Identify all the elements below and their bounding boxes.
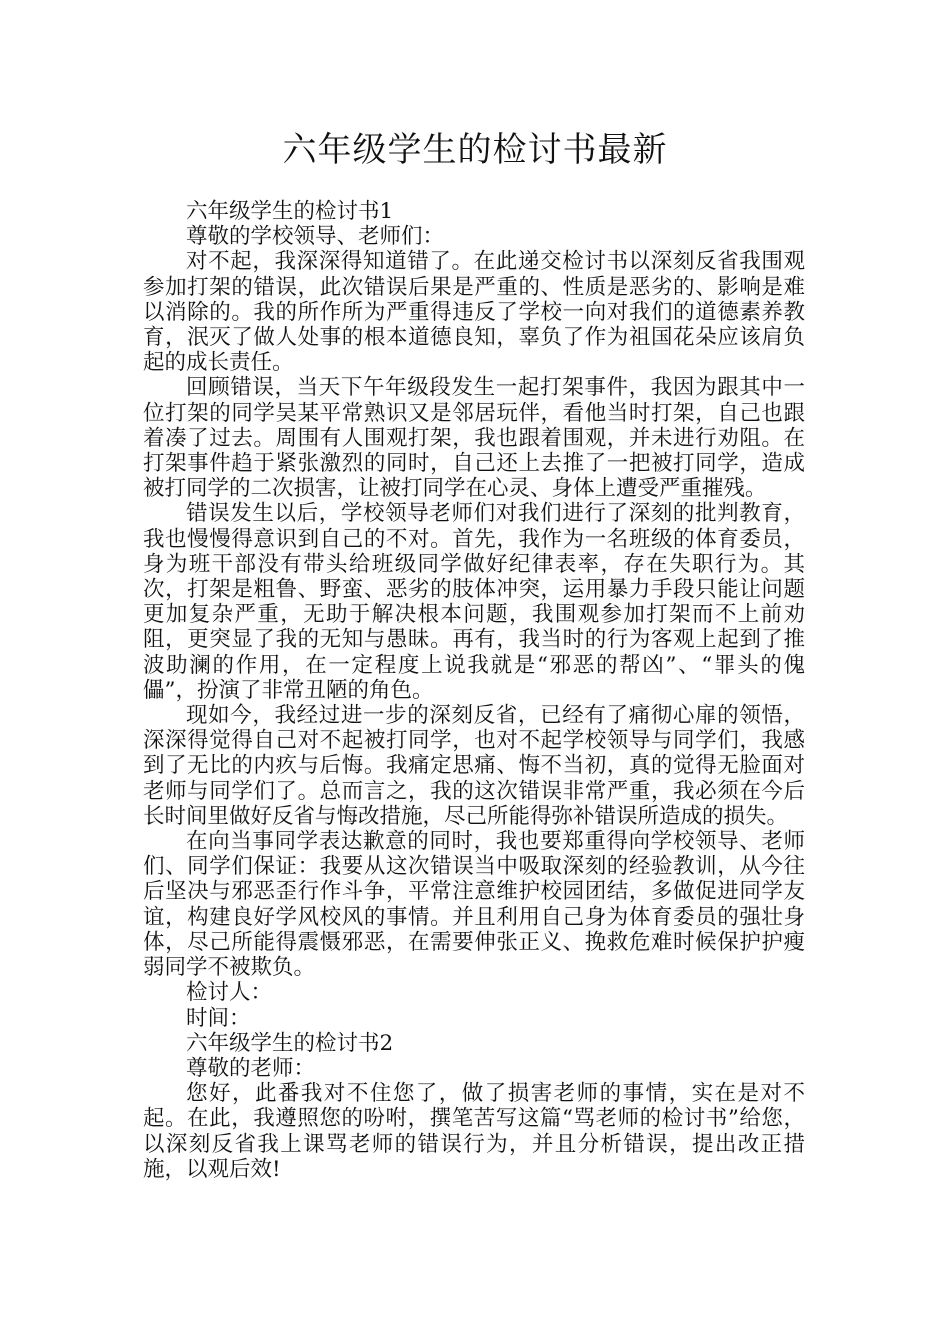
salutation-2: 尊敬的老师： [186,1055,316,1081]
body-paragraph: 在向当事同学表达歉意的同时，我也要郑重得向学校领导、老师们、同学们保证：我要从这次错误当中吸取深刻的经验教训，从今往后坚决与邪恶歪行作斗争，平常注意维护校园团结，多做促进同学友谊，构建良好学风校风的事情。并且利用自己身为体育委员的强壮身体，尽己所能得震慑邪恶，在需要伸张正义、挽救危难时候保护护瘦弱同学不被欺负。 [143,829,805,981]
body-paragraph: 错误发生以后，学校领导老师们对我们进行了深刻的批判教育，我也慢慢得意识到自己的不对。首先，我作为一名班级的体育委员，身为班干部没有带头给班级同学做好纪律表率，存在失职行为。其次，打架是粗鲁、野蛮、恶劣的肢体冲突，运用暴力手段只能让问题更加复杂严重，无助于解决根本问题，我围观参加打架而不上前劝阻，更突显了我的无知与愚昧。再有，我当时的行为客观上起到了推波助澜的作用，在一定程度上说我就是“邪恶的帮凶”、“罪头的傀儡”，扮演了非常丑陋的角色。 [143,501,805,703]
document-body [143,199,805,1182]
body-paragraph: 对不起，我深深得知道错了。在此递交检讨书以深刻反省我围观参加打架的错误，此次错误后果是严重的、性质是恶劣的、影响是难以消除的。我的所作所为严重得违反了学校一向对我们的道德素养教育，泯灭了做人处事的根本道德良知，辜负了作为祖国花朵应该肩负起的成长责任。 [143,249,805,376]
body-paragraph: 您好，此番我对不住您了，做了损害老师的事情，实在是对不起。在此，我遵照您的吩咐，撰笔苦写这篇“骂老师的检讨书”给您，以深刻反省我上课骂老师的错误行为，并且分析错误，提出改正措施，以观后效! [143,1081,805,1182]
signature-line: 检讨人： [186,980,273,1006]
date-line: 时间： [186,1005,251,1031]
body-paragraph: 回顾错误，当天下午年级段发生一起打架事件，我因为跟其中一位打架的同学吴某平常熟识又是邻居玩伴，看他当时打架，自己也跟着凑了过去。周围有人围观打架，我也跟着围观，并未进行劝阻。在打架事件趋于紧张激烈的同时，自己还上去推了一把被打同学，造成被打同学的二次损害，让被打同学在心灵、身体上遭受严重摧残。 [143,375,805,502]
document-title: 六年级学生的检讨书最新 [282,130,668,170]
body-paragraph: 现如今，我经过进一步的深刻反省，已经有了痛彻心扉的领悟，深深得觉得自己对不起被打同学，也对不起学校领导与同学们，我感到了无比的内疚与后悔。我痛定思痛、悔不当初，真的觉得无脸面对老师与同学们了。总而言之，我的这次错误非常严重，我必须在今后长时间里做好反省与悔改措施，尽己所能得弥补错误所造成的损失。 [143,703,805,829]
section-heading-1: 六年级学生的检讨书1 [186,199,394,224]
section-heading-2: 六年级学生的检讨书2 [186,1030,394,1056]
salutation-1: 尊敬的学校领导、老师们： [186,224,445,250]
